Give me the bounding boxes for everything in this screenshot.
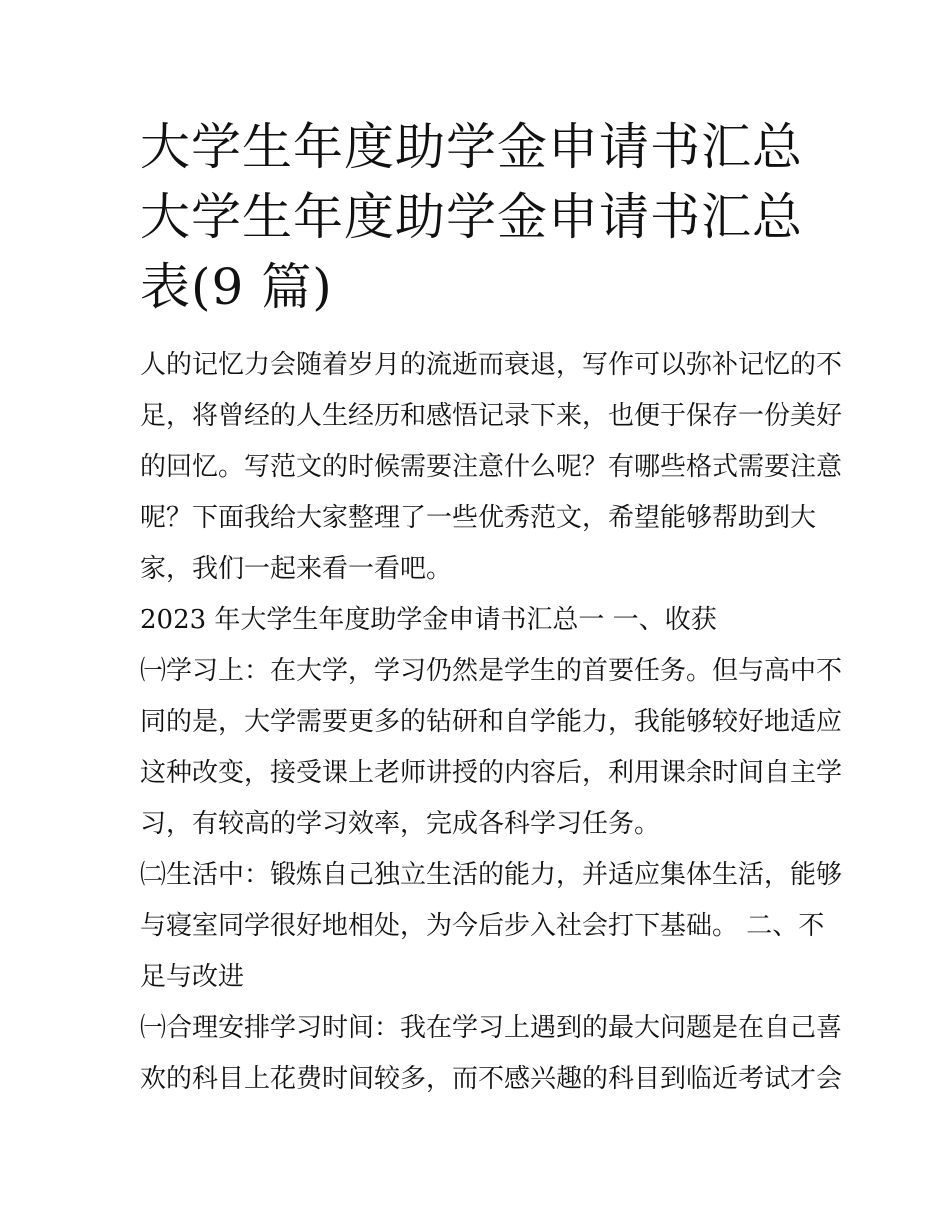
- text-line: 足，将曾经的人生经历和感悟记录下来，也便于保存一份美好: [140, 401, 843, 431]
- text-line: 同的是，大学需要更多的钻研和自学能力，我能够较好地适应: [140, 707, 843, 737]
- text-line: ㈠学习上：在大学，学习仍然是学生的首要任务。但与高中不: [140, 656, 843, 686]
- title-line-3: 表(9 篇): [140, 258, 333, 316]
- document-title: [140, 112, 816, 322]
- text-line: 人的记忆力会随着岁月的流逝而衰退，写作可以弥补记忆的不: [140, 350, 843, 380]
- time-management-paragraph: [140, 1003, 843, 1105]
- text-line: 家，我们一起来看一看吧。: [140, 554, 453, 584]
- text-line: 足与改进: [140, 962, 245, 992]
- life-paragraph: [140, 850, 843, 1003]
- section-heading-paragraph: [140, 595, 816, 646]
- text-line: 与寝室同学很好地相处，为今后步入社会打下基础。 二、不: [140, 911, 825, 941]
- document-content: [140, 112, 843, 1105]
- title-line-1: 大学生年度助学金申请书汇总: [140, 118, 803, 176]
- text-line: 习，有较高的学习效率，完成各科学习任务。: [140, 809, 661, 839]
- document-body: [140, 340, 843, 1105]
- intro-paragraph: [140, 340, 843, 595]
- text-line: 呢？下面我给大家整理了一些优秀范文，希望能够帮助到大: [140, 503, 817, 533]
- text-line: ㈡生活中：锻炼自己独立生活的能力，并适应集体生活，能够: [140, 860, 843, 890]
- text-line: 2023 年大学生年度助学金申请书汇总一 一、收获: [140, 605, 717, 635]
- text-line: 欢的科目上花费时间较多，而不感兴趣的科目到临近考试才会: [140, 1064, 843, 1094]
- text-line: ㈠合理安排学习时间：我在学习上遇到的最大问题是在自己喜: [140, 1013, 843, 1043]
- title-line-2: 大学生年度助学金申请书汇总: [140, 188, 803, 246]
- text-line: 这种改变，接受课上老师讲授的内容后，利用课余时间自主学: [140, 758, 843, 788]
- text-line: 的回忆。写范文的时候需要注意什么呢？有哪些格式需要注意: [140, 452, 843, 482]
- study-paragraph: [140, 646, 843, 850]
